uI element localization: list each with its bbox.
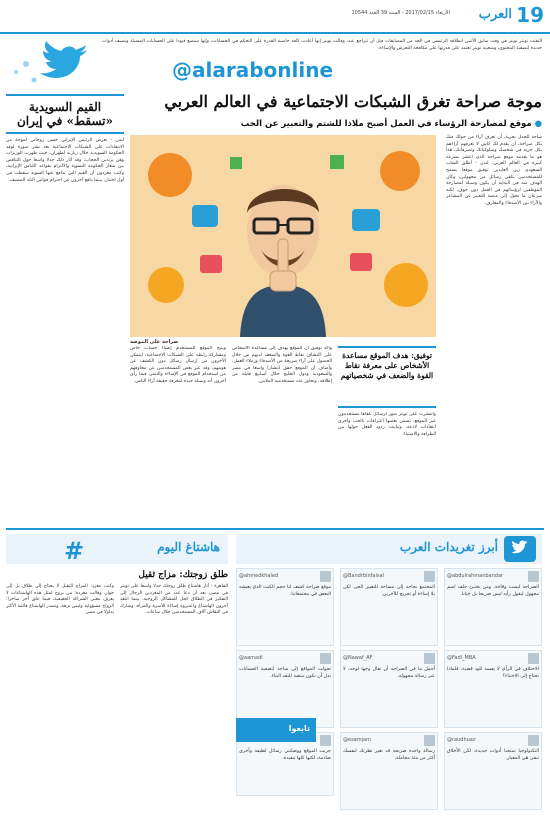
follow-us-badge[interactable] xyxy=(236,718,316,742)
tweet-username: @Fadl_MBA xyxy=(447,655,476,661)
twitter-bird-icon xyxy=(504,536,536,562)
tweet-card xyxy=(236,568,334,646)
text-column: ويتيح الموقع للمستخدم إنشاء حساب خاص ومشاركة رابطه على الشبكات الاجتماعية، ليتمكن الآخرون من إرسال رسائل دون الكشف عن هويتهم، وقد عبر بعض المستخدمين عن مخاوفهم من استخدام الموقع في الإساءة والتنمر، فيما رأى آخرون أنه وسيلة جيدة لمعرفة حقيقة آراء الناس. xyxy=(130,346,226,384)
page-number: 19 xyxy=(516,3,544,27)
tweet-text: تحولت المواقع إلى ساحة لتصفية الحسابات بدل أن تكون منصة للنقد البناء. xyxy=(239,667,331,679)
tweet-card xyxy=(340,650,438,728)
sidebar-title: القيم السويدية «تسقط» في إيران xyxy=(16,100,114,128)
tweets-section-title: أبرز تغريدات العرب xyxy=(399,540,498,554)
tweet-card xyxy=(444,568,542,646)
hashtag-column xyxy=(6,568,228,818)
avatar xyxy=(320,735,331,746)
tweet-username: @aamadi xyxy=(239,655,263,661)
avatar xyxy=(424,571,435,582)
tweet-card xyxy=(340,732,438,810)
avatar xyxy=(528,735,539,746)
tweet-text: أجمل ما في الصراحة أن تقال وجها لوجه، لا عبر رسالة مجهولة. xyxy=(343,667,435,679)
tweet-card xyxy=(444,650,542,728)
article-illustration xyxy=(130,135,436,337)
tweet-text: المجتمع بحاجة إلى مساحة للتعبير الحر، لكن بلا إساءة أو تجريح للآخرين. xyxy=(343,585,435,597)
twitter-handle: @alarabonline xyxy=(172,58,334,82)
intro-column: ساحة للجدل بحرية، أن تعرف آراء من حولك فيك بكل صراحة، أن يقدم لك أناس لا تعرفهم آراءهم بكل حرية في شخصك وسلوكياتك وتصرفاتك، هذا هو ما يقدمه موقع صراحة الذي انتشر بسرعة كبيرة في العالم العربي. لندن - أطلق الشاب السعودي زين العابدين توفيق موقعا يسمح للمستخدمين بتلقي رسائل من مجهولين، وكان الهدف منه في البداية أن يكون وسيلة لمصارحة الموظفين لرؤسائهم في العمل دون خوف، لكنه سرعان ما تحول إلى منصة للتعبير عن المشاعر والآراء بين الأصدقاء والمعارف. xyxy=(446,135,542,206)
tweet-username: @Bandrbinfaisal xyxy=(343,573,384,579)
sidebar-rule xyxy=(6,94,124,96)
avatar xyxy=(528,653,539,664)
tweet-username: @abdulrahmanbandar xyxy=(447,573,504,579)
tweet-card xyxy=(340,568,438,646)
masthead-logo: العرب xyxy=(478,7,512,22)
hashtag-text-columns xyxy=(6,584,228,816)
avatar xyxy=(528,571,539,582)
tweet-username: @esamjam xyxy=(343,737,371,743)
follow-label: تابعوا xyxy=(288,724,310,733)
sidebar-article xyxy=(6,90,124,522)
hashtag-text: القاهرة - أثار هاشتاغ طلق زوجتك جدلا واسعا على تويتر في مصر، بعد أن دعا عدد من المغردين الرجال إلى التفكير في الطلاق كحل للمشاكل الزوجية، بينما انتقد آخرون الهاشتاغ واعتبروه إساءة للأسرة والمرأة، وشارك في النقاش آلاف المستخدمين خلال ساعات. xyxy=(120,584,228,616)
avatar xyxy=(320,653,331,664)
tweet-card xyxy=(236,650,334,728)
main-subhead xyxy=(130,119,542,129)
hashtag-section-title: هاشتاغ اليوم xyxy=(157,540,220,554)
page-header xyxy=(0,0,550,34)
tweet-username: @raudhuaz xyxy=(447,737,476,743)
twitter-bird-illustration xyxy=(0,34,104,92)
text-column: وانتشرت على تويتر صور لرسائل تلقاها مستخدمون عبر الموقع، تضمن بعضها اعترافات بالحب وأخرى انتقادات لاذعة، وتباينت ردود الفعل حولها بين الطرافة والاستياء. xyxy=(338,412,436,437)
tweet-text: موقع صراحة كشف لنا حجم الكبت الذي يعيشه البعض في مجتمعاتنا. xyxy=(239,585,331,597)
tweet-username: @ahmedkhaled xyxy=(239,573,279,579)
issue-line: الأربعاء 2017/02/15 - السنة 39 العدد 10544 xyxy=(351,10,450,16)
subhead-text: موقع لمصارحة الرؤساء في العمل أصبح ملاذا للشتم والتعبير عن الحب xyxy=(240,119,532,129)
main-headline: موجة صراحة تغرق الشبكات الاجتماعية في العالم العربي xyxy=(164,92,542,111)
avatar xyxy=(424,653,435,664)
twitter-handle-banner xyxy=(172,58,390,86)
tweet-text: التكنولوجيا تمنحنا أدوات جديدة، لكن الأخلاق تبقى هي المعيار. xyxy=(447,749,539,761)
hashtag-text: وكتب مغرد: المزاج الثقيل لا يحتاج إلى طلاق بل إلى حوار، وقالت مغردة: من يروج لمثل هذه الهاشتاغات لا يعرف معنى الشراكة الحقيقية، فيما علق آخر ساخرا: الزواج مسؤولية وليس نزهة، وتصدر الهاشتاغ قائمة الأكثر تداولا في مصر. xyxy=(6,584,114,616)
hashtag-headline: طلق زوجتك: مزاج ثقيل xyxy=(138,570,228,580)
text-column: وأكد توفيق أن الموقع يهدف إلى مساعدة الأشخاص على اكتشاف نقاط القوة والضعف لديهم من خلال الحصول على آراء صريحة من الأصدقاء وزملاء العمل، وأضاف أن الموقع حقق انتشارا واسعا في مصر والسعودية ودول الخليج خلال أسابيع قليلة من إطلاقه، وتجاوز عدد مستخدميه الملايين. xyxy=(232,346,332,384)
avatar xyxy=(424,735,435,746)
man-shushing-illustration xyxy=(130,135,436,337)
tweet-text: رسالة واحدة صريحة قد تغير نظرتك لنفسك أكثر من مئة مجاملة. xyxy=(343,749,435,761)
tweet-text: الصراحة ليست وقاحة، ومن يختبئ خلف اسم مجهول ليقول رأيه ليس صريحا بل جبانا. xyxy=(447,585,539,597)
hashtag-section-header xyxy=(6,534,228,564)
tweet-text: الاختلاف في الرأي لا يفسد للود قضية، فلماذا نحتاج إلى الاختباء؟ xyxy=(447,667,539,679)
tweet-username: @Nawaf_AF xyxy=(343,655,373,661)
tweet-card xyxy=(444,732,542,810)
illustration-caption: صراحة على الموضة xyxy=(130,339,179,345)
hashtag-icon: # xyxy=(64,537,85,565)
sidebar-body: لندن - تعرض الرئيس الإيراني حسن روحاني لموجة من الانتقادات على الشبكات الاجتماعية بعد نشر صورة لوفد الحكومة السويدية خلال زيارته لطهران، حيث ظهرت الوزيرات وهن يرتدين الحجاب، وقد أثار ذلك جدلا واسعا حول التناقض بين شعار الحكومة النسوية والالتزام بقواعد اللباس الإيرانية، وكتب مغردون أن القيم التي تدافع عنها السويد سقطت في أول اختبار، بينما دافع آخرون عن احترام قوانين البلد المضيف. xyxy=(6,138,124,183)
tweets-grid xyxy=(236,568,542,818)
promo-text: التفتت تويتر تويتر في وقت سابق الأثنين انطلاقه الرئيسي في الحد من المضايقات قبل أن تتراجع عنه، وقالت تويتر إنها أعادت كافة خاصية القدرة على التحكم في الحسابات، وإنها ستضع قيودا على الحسابات المسيئة وتضيف أدوات جديدة لتصفية المحتوى، وشعبية تويتر تعتمد على قدرتها على مكافحة التحرش والإساءة. xyxy=(102,39,542,51)
pull-quote: توفيق: هدف الموقع مساعدة الأشخاص على معرفة نقاط القوة والضعف في شخصياتهم xyxy=(338,346,436,408)
bullet-icon: ● xyxy=(531,119,542,129)
sidebar-rule xyxy=(6,132,124,134)
twitter-bird-icon xyxy=(0,34,104,92)
tweets-section-header xyxy=(236,534,542,564)
tweet-text: جربت الموقع ووصلتني رسائل لطيفة وأخرى صادمة، لكنها كلها مفيدة. xyxy=(239,749,331,761)
section-divider xyxy=(6,528,544,530)
avatar xyxy=(320,571,331,582)
